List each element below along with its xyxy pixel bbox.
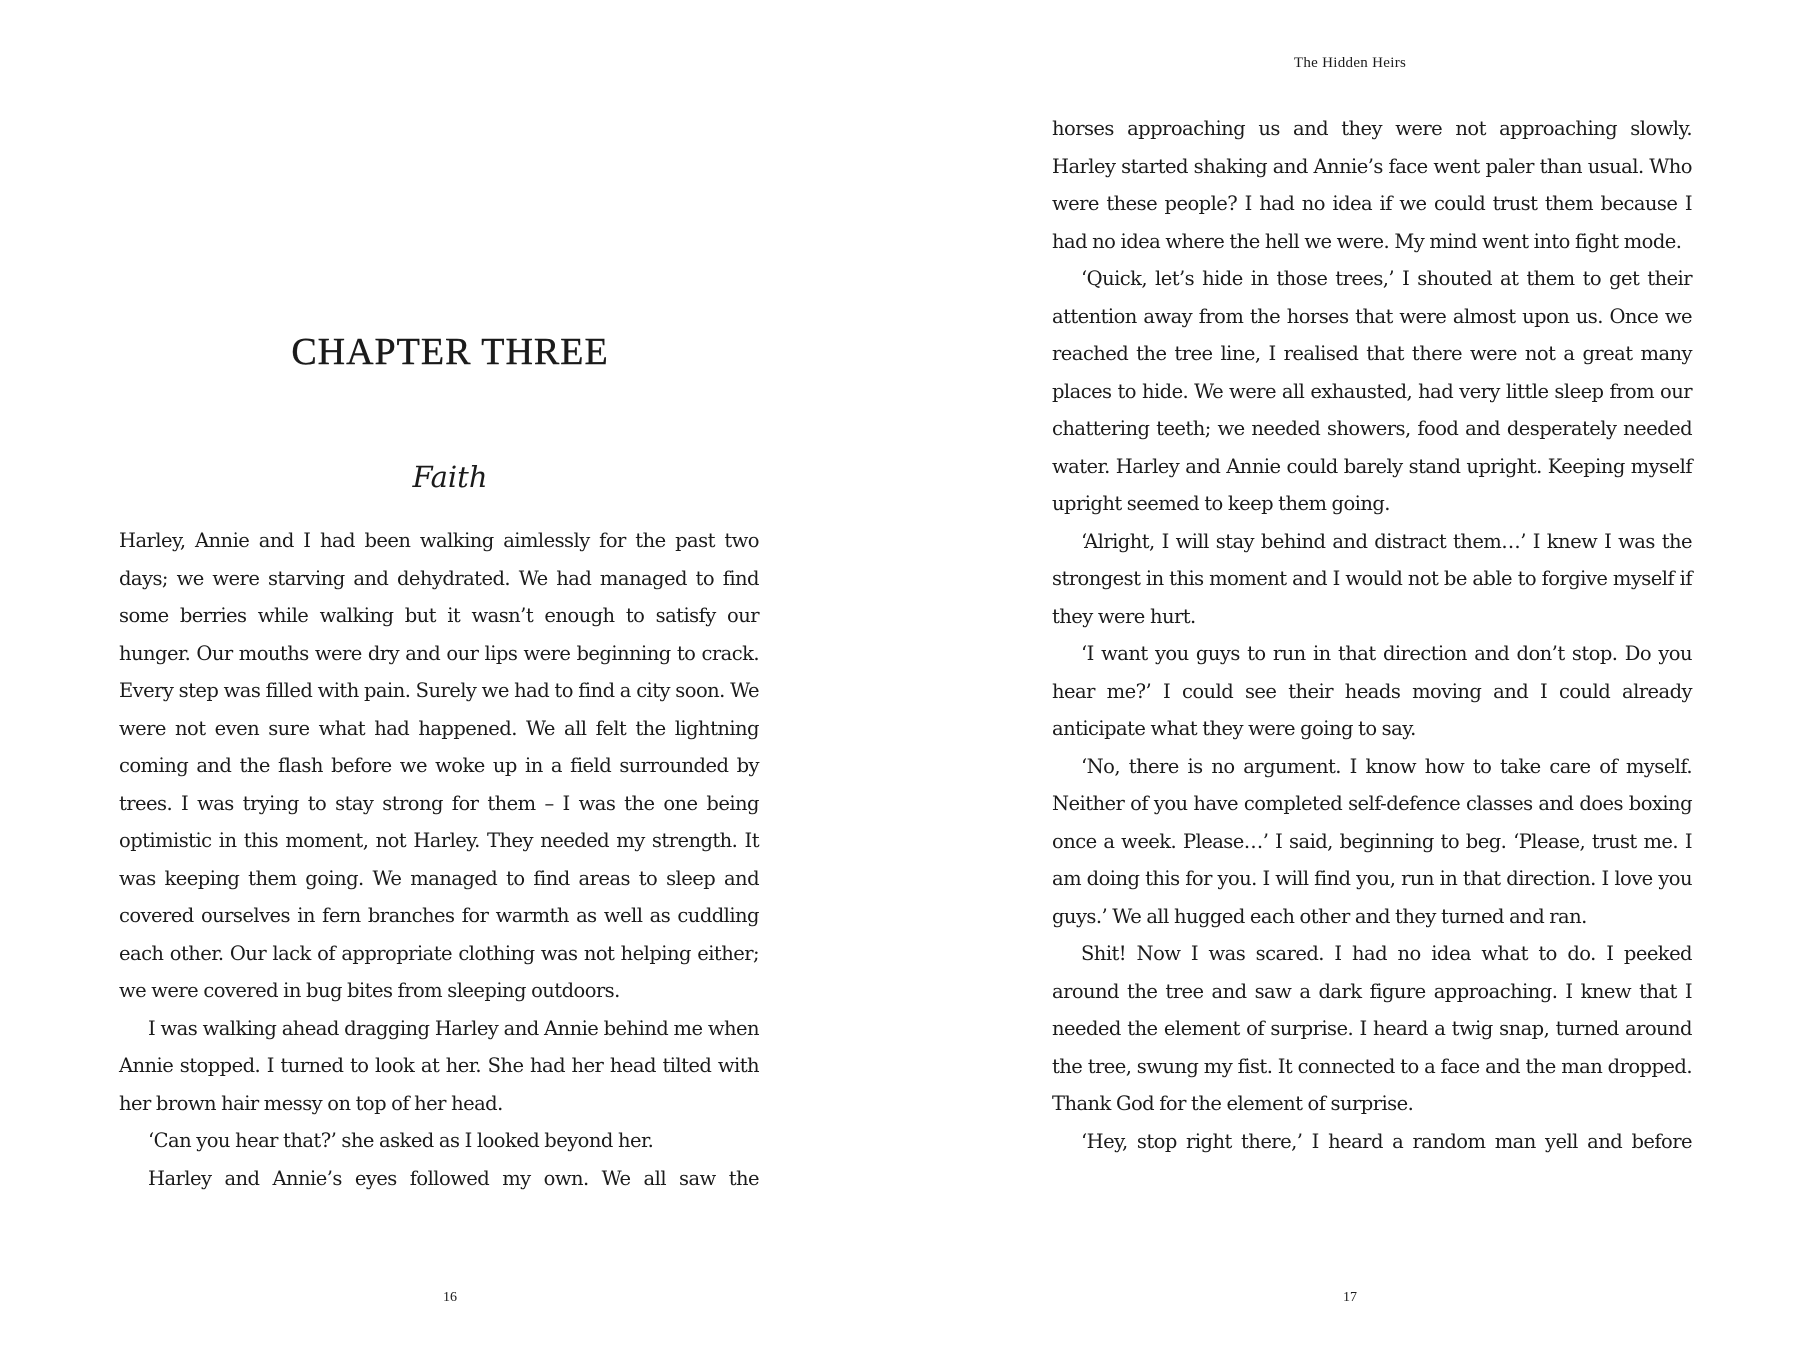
paragraph: Harley, Annie and I had been walking aimlessly for the past two days; we were starving and dehydrated. We had managed to find some berries while walking but it wasn’t enough to satisfy our hunger. Our mouths were dry and our lips were beginning to crack. Every step was filled with pain. Surely we had to find a city soon. We were not even sure what had happened. We all felt the lightning coming and the flash before we woke up in a field surrounded by trees. I was trying to stay strong for them – I was the one being optimistic in this moment, not Harley. They needed my strength. It was keeping them going. We managed to find areas to sleep and covered ourselves in fern branches for warmth as well as cuddling each other. Our lack of appropriate clothing was not helping either; we were covered in bug bites from sleeping outdoors. — [119, 529, 759, 1002]
right-body-text — [1052, 110, 1692, 1160]
left-body-text — [119, 522, 759, 1197]
paragraph: ‘Quick, let’s hide in those trees,’ I shouted at them to get their attention away from the horses that were almost upon us. Once we reached the tree line, I realised that there were not a great many places to hide. We were all exhausted, had very little sleep from our chattering teeth; we needed showers, food and desperately needed water. Harley and Annie could barely stand upright. Keeping myself upright seemed to keep them going. — [1052, 267, 1692, 515]
chapter-title: CHAPTER THREE — [291, 331, 609, 373]
paragraph: ‘I want you guys to run in that direction and don’t stop. Do you hear me?’ I could see their heads moving and I could already anticipate what they were going to say. — [1052, 642, 1692, 740]
chapter-subtitle: Faith — [412, 460, 488, 494]
paragraph: horses approaching us and they were not approaching slowly. Harley started shaking and Annie’s face went paler than usual. Who were these people? I had no idea if we could trust them because I had no idea where the hell we were. My mind went into fight mode. — [1052, 117, 1692, 253]
paragraph: I was walking ahead dragging Harley and Annie behind me when Annie stopped. I turned to look at her. She had her head tilted with her brown hair messy on top of her head. — [119, 1016, 759, 1115]
paragraph: ‘Hey, stop right there,’ I heard a random man yell and before — [1081, 1129, 1692, 1153]
running-head: The Hidden Heirs — [1293, 55, 1407, 71]
paragraph: Shit! Now I was scared. I had no idea what to do. I peeked around the tree and saw a dark figure approaching. I knew that I needed the element of surprise. I heard a twig snap, turned around the tree, swung my fist. It connected to a face and the man dropped. Thank God for the element of surprise. — [1052, 942, 1692, 1115]
page-number-right: 17 — [1343, 1290, 1357, 1305]
paragraph: ‘Can you hear that?’ she asked as I looked beyond her. — [148, 1129, 654, 1152]
paragraph: ‘No, there is no argument. I know how to take care of myself. Neither of you have completed self-defence classes and does boxing once a week. Please…’ I said, beginning to beg. ‘Please, trust me. I am doing this for you. I will find you, run in that direction. I love you guys.’ We all hugged each other and they turned and ran. — [1052, 754, 1692, 928]
page-number-left: 16 — [443, 1290, 457, 1305]
paragraph: Harley and Annie’s eyes followed my own. We all saw the — [148, 1166, 759, 1190]
paragraph: ‘Alright, I will stay behind and distract them…’ I knew I was the strongest in this moment and I would not be able to forgive myself if they were hurt. — [1052, 529, 1692, 628]
